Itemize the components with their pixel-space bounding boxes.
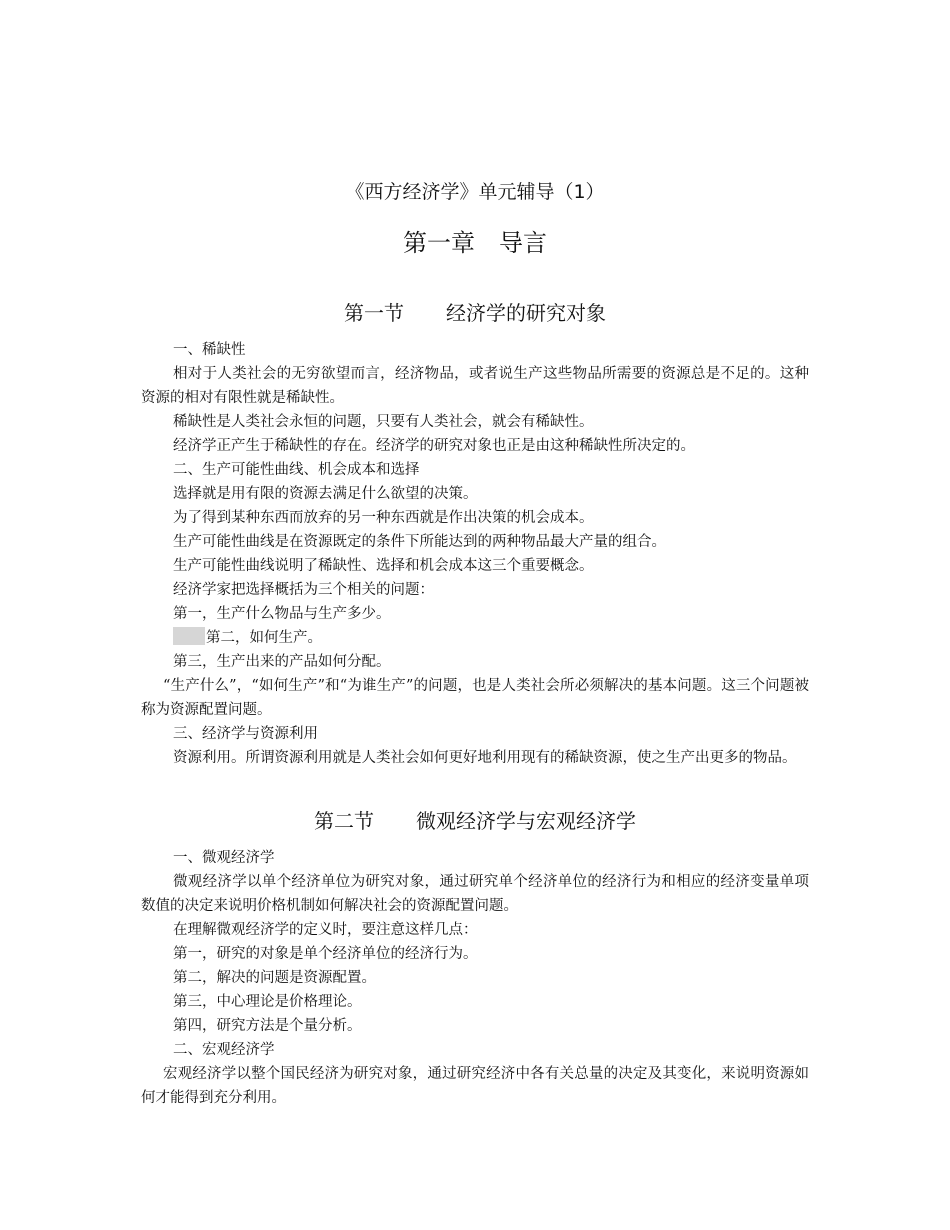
- paragraph: 经济学家把选择概括为三个相关的问题：: [173, 582, 434, 598]
- paragraph: 为了得到某种东西而放弃的另一种东西就是作出决策的机会成本。: [173, 510, 594, 526]
- paragraph: 经济学正产生于稀缺性的存在。经济学的研究对象也正是由这种稀缺性所决定的。: [173, 438, 695, 454]
- section-2-number: 第二节: [314, 809, 374, 833]
- section-1-heading: [0, 298, 950, 328]
- paragraph: 在理解微观经济学的定义时，要注意这样几点：: [173, 922, 478, 938]
- paragraph: 稀缺性是人类社会永恒的问题，只要有人类社会，就会有稀缺性。: [173, 414, 594, 430]
- section-2-body: [141, 846, 809, 1110]
- text-highlight: [173, 627, 205, 645]
- paragraph: 相对于人类社会的无穷欲望而言，经济物品，或者说生产这些物品所需要的资源总是不足的。这种资源的相对有限性就是稀缺性。: [141, 366, 809, 406]
- paragraph: 生产可能性曲线是在资源既定的条件下所能达到的两种物品最大产量的组合。: [173, 534, 666, 550]
- heading-micro: 一、微观经济学: [173, 850, 275, 866]
- paragraph: 第四，研究方法是个量分析。: [173, 1018, 362, 1034]
- paragraph: 第一，生产什么物品与生产多少。: [173, 606, 391, 622]
- paragraph: 生产可能性曲线说明了稀缺性、选择和机会成本这三个重要概念。: [173, 558, 594, 574]
- paragraph-text: 第二，如何生产。: [206, 630, 322, 646]
- heading-ppf: 二、生产可能性曲线、机会成本和选择: [173, 462, 420, 478]
- chapter-title: 第一章 导言: [403, 229, 547, 257]
- paragraph: 第一，研究的对象是单个经济单位的经济行为。: [173, 946, 478, 962]
- section-1-title: 经济学的研究对象: [446, 301, 606, 325]
- paragraph: 第三，中心理论是价格理论。: [173, 994, 362, 1010]
- section-2-heading: [0, 806, 950, 836]
- section-2-title: 微观经济学与宏观经济学: [416, 809, 636, 833]
- heading-resource-use: 三、经济学与资源利用: [173, 726, 318, 742]
- paragraph: 宏观经济学以整个国民经济为研究对象，通过研究经济中各有关总量的决定及其变化，来说明资源如何才能得到充分利用。: [141, 1066, 809, 1106]
- paragraph: “生产什么”，“如何生产”和“为谁生产”的问题，也是人类社会所必须解决的基本问题。这三个问题被称为资源配置问题。: [141, 678, 809, 718]
- heading-scarcity: 一、稀缺性: [173, 342, 246, 358]
- paragraph: 微观经济学以单个经济单位为研究对象，通过研究单个经济单位的经济行为和相应的经济变量单项数值的决定来说明价格机制如何解决社会的资源配置问题。: [141, 874, 809, 914]
- document-title: 《西方经济学》单元辅导（1）: [345, 181, 605, 203]
- section-1-body: [141, 338, 809, 770]
- heading-macro: 二、宏观经济学: [173, 1042, 275, 1058]
- paragraph: 选择就是用有限的资源去满足什么欲望的决策。: [173, 486, 478, 502]
- paragraph: 第三，生产出来的产品如何分配。: [173, 654, 391, 670]
- paragraph-highlighted: [141, 626, 809, 650]
- section-1-number: 第一节: [344, 301, 404, 325]
- paragraph: 第二，解决的问题是资源配置。: [173, 970, 376, 986]
- paragraph: 资源利用。所谓资源利用就是人类社会如何更好地利用现有的稀缺资源，使之生产出更多的物品。: [173, 750, 797, 766]
